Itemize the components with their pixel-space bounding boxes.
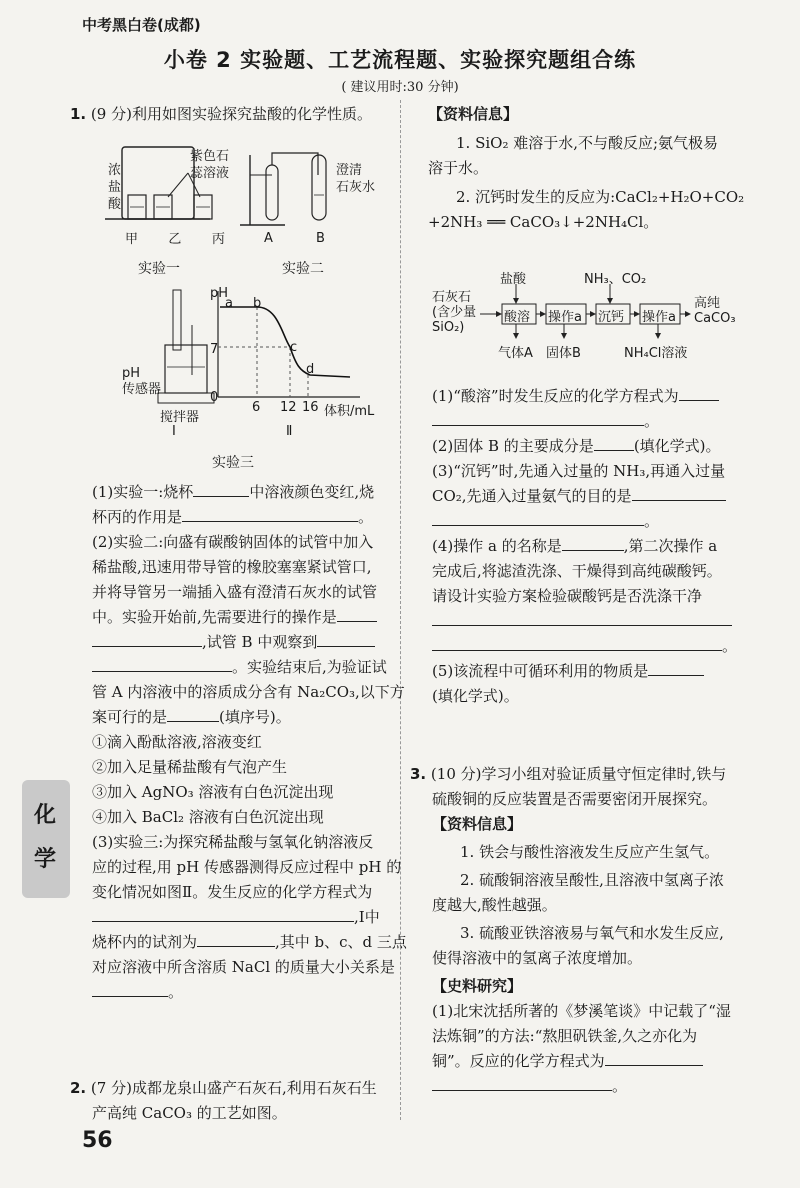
q2-q3-line-1: (3)“沉钙”时,先通入过量的 NH₃,再通入过量 xyxy=(432,462,726,480)
flow-bottom-gas-a: 气体A xyxy=(498,346,533,361)
point-b: b xyxy=(253,296,262,311)
q2-intro-1 xyxy=(70,1076,377,1101)
xtick-16: 16 xyxy=(302,400,319,415)
info1-line-2: 溶于水。 xyxy=(428,159,489,177)
label-sensor: 传感器 xyxy=(122,382,162,397)
caption-exp1: 实验一 xyxy=(138,261,180,277)
exp1-acid-label xyxy=(108,162,121,213)
q2-q5-line-2: (填化学式)。 xyxy=(432,687,519,705)
caption-exp3: 实验三 xyxy=(212,455,254,471)
q1-line-17: 变化情况如图Ⅱ。发生反应的化学方程式为 xyxy=(92,883,373,901)
q1-line-4: 稀盐酸,迅速用带导管的橡胶塞塞紧试管口, xyxy=(92,558,372,576)
ytick-7: 7 xyxy=(210,342,219,357)
exp2-limewater-label xyxy=(336,162,375,196)
point-c: c xyxy=(290,340,298,355)
label-tube-b: B xyxy=(316,231,325,246)
q3-history-title: 【史料研究】 xyxy=(432,977,523,995)
label-ph: pH xyxy=(122,366,141,381)
q3-history-2: 法炼铜”的方法:“熬胆矾铁釜,久之亦化为 xyxy=(432,1027,698,1045)
label-roman-2: Ⅱ xyxy=(286,424,293,439)
q1-line-15: (3)实验三:为探究稀盐酸与氢氧化钠溶液反 xyxy=(92,833,374,851)
q1-line-9: 管 A 内溶液中的溶质成分含有 Na₂CO₃,以下方 xyxy=(92,683,405,701)
q1-option-1: ①滴入酚酞溶液,溶液变红 xyxy=(92,733,262,751)
xtick-6: 6 xyxy=(252,400,261,415)
flow-box-1-label: 酸溶 xyxy=(504,310,531,325)
right-col-top xyxy=(428,102,743,235)
q2-intro-text-1: (7 分)成都龙泉山盛产石灰石,利用石灰石生 xyxy=(90,1079,377,1097)
ytick-0: 0 xyxy=(210,390,219,405)
label-roman-1: Ⅰ xyxy=(172,424,176,439)
beaker-3 xyxy=(165,345,207,393)
point-d: d xyxy=(306,362,315,377)
q2-questions xyxy=(432,384,747,709)
flow-start-label xyxy=(432,290,476,335)
flow-end-label xyxy=(694,296,736,326)
ph-sensor-label xyxy=(122,366,161,398)
info1-line-1: 1. SiO₂ 难溶于水,不与酸反应;氨气极易 xyxy=(456,134,719,152)
q2-q4-line-5: 。 xyxy=(432,634,747,659)
book-header: 中考黑白卷(成都) xyxy=(82,16,201,34)
q2-q2-line: (2)固体 B 的主要成分是 (填化学式)。 xyxy=(432,437,721,455)
exp1-beaker-labels xyxy=(125,228,225,247)
q2-q4-line-4 xyxy=(432,609,747,634)
q3-body xyxy=(432,787,747,1099)
label-litmus-2: 蕊溶液 xyxy=(190,166,230,181)
q3-info-3a: 3. 硫酸亚铁溶液易与氧气和水发生反应, xyxy=(460,924,724,942)
q3-info-2a: 2. 硫酸铜溶液呈酸性,且溶液中氢离子浓 xyxy=(460,871,724,889)
q1-number: 1. xyxy=(70,105,87,123)
q2-number: 2. xyxy=(70,1079,87,1097)
graph-ylabel: pH xyxy=(210,286,229,301)
label-yan: 盐 xyxy=(108,180,122,195)
q1-line-1: (1)实验一:烧杯 中溶液颜色变红,烧 xyxy=(92,483,375,501)
ph-curve xyxy=(220,307,350,377)
q3-history-3: 铜”。反应的化学方程式为 xyxy=(432,1049,747,1074)
point-a: a xyxy=(225,296,233,311)
side-char-1: 化 xyxy=(34,803,57,828)
q2-intro-2: 产高纯 CaCO₃ 的工艺如图。 xyxy=(92,1104,287,1122)
test-tube-a xyxy=(266,165,278,220)
xtick-12: 12 xyxy=(280,400,297,415)
q1-intro-text: (9 分)利用如图实验探究盐酸的化学性质。 xyxy=(90,105,372,123)
q2-q4-line-2: 完成后,将滤渣洗涤、干燥得到高纯碳酸钙。 xyxy=(432,562,722,580)
label-yi: 乙 xyxy=(168,232,182,247)
q3-number: 3. xyxy=(410,765,427,783)
flow-start-3: SiO₂) xyxy=(432,320,465,335)
flow-box-4-label: 操作a xyxy=(642,310,676,325)
flow-bottom-solid-b: 固体B xyxy=(546,346,581,361)
q2-q3-line-2: CO₂,先通入过量氨气的目的是 xyxy=(432,484,747,509)
q1-option-2: ②加入足量稀盐酸有气泡产生 xyxy=(92,758,288,776)
side-char-2: 学 xyxy=(34,847,57,872)
info2-line-1: 2. 沉钙时发生的反应为:CaCl₂+H₂O+CO₂ xyxy=(456,188,745,206)
q3-intro-1 xyxy=(410,762,726,787)
q1-line-6: 中。实验开始前,先需要进行的操作是 xyxy=(92,605,397,630)
q3-info-2b: 度越大,酸性越强。 xyxy=(432,896,557,914)
info2-line-2: +2NH₃ ══ CaCO₃↓+2NH₄Cl。 xyxy=(428,213,659,231)
flow-start-2: (含少量 xyxy=(432,305,477,320)
label-jia: 甲 xyxy=(125,232,139,247)
q3-info-1: 1. 铁会与酸性溶液发生反应产生氢气。 xyxy=(460,843,720,861)
q2-q1-line-1: (1)“酸溶”时发生反应的化学方程式为 xyxy=(432,384,747,409)
graph-xlabel: 体积/mL xyxy=(324,404,375,419)
flow-end-1: 高纯 xyxy=(694,296,721,311)
q1-line-7: ,试管 B 中观察到 xyxy=(92,630,397,655)
q1-body xyxy=(92,480,407,1005)
flow-top-hcl: 盐酸 xyxy=(500,272,527,287)
flow-box-2-label: 操作a xyxy=(548,310,582,325)
q1-intro xyxy=(70,102,372,127)
q1-line-5: 并将导管另一端插入盛有澄清石灰水的试管 xyxy=(92,583,378,601)
q2-q4-line-1: (4)操作 a 的名称是 ,第二次操作 a xyxy=(432,537,718,555)
q2-q1-line-2: 。 xyxy=(432,409,747,434)
q1-line-2: 杯丙的作用是 。 xyxy=(92,508,374,526)
burette xyxy=(173,290,181,350)
label-suan: 酸 xyxy=(108,197,122,212)
column-divider xyxy=(400,100,401,1120)
stirrer-base xyxy=(158,393,214,403)
delivery-tube xyxy=(272,153,318,175)
q3-info-title: 【资料信息】 xyxy=(432,815,523,833)
exp1-litmus-label xyxy=(190,148,229,182)
q3-history-4: 。 xyxy=(432,1074,747,1099)
label-chengqing: 澄清 xyxy=(336,163,363,178)
q3-info-3b: 使得溶液中的氢离子浓度增加。 xyxy=(432,949,643,967)
q2-q5-line-1: (5)该流程中可循环利用的物质是 xyxy=(432,659,747,684)
q1-line-8: 。实验结束后,为验证试 xyxy=(92,655,397,680)
q1-option-3: ③加入 AgNO₃ 溶液有白色沉淀出现 xyxy=(92,783,334,801)
q2-q4-line-3: 请设计实验方案检验碳酸钙是否洗涤干净 xyxy=(432,587,703,605)
flow-end-2: CaCO₃ xyxy=(694,311,736,326)
q1-line-10: 案可行的是 (填序号)。 xyxy=(92,708,291,726)
test-tube-b xyxy=(312,155,326,220)
flow-bottom-nh4cl: NH₄Cl溶液 xyxy=(624,346,688,361)
bell-jar-shape xyxy=(122,147,194,219)
label-nong: 浓 xyxy=(108,163,122,178)
q3-intro-2: 硫酸铜的反应装置是否需要密闭开展探究。 xyxy=(432,790,718,808)
label-stirrer: 搅拌器 xyxy=(160,410,200,425)
label-litmus-1: 紫色石 xyxy=(190,149,230,164)
page-number: 56 xyxy=(82,1128,113,1153)
flow-top-nh3-co2: NH₃、CO₂ xyxy=(584,272,647,287)
q1-line-21: 。 xyxy=(92,980,397,1005)
q1-option-4: ④加入 BaCl₂ 溶液有白色沉淀出现 xyxy=(92,808,324,826)
page-subtitle: ( 建议用时:30 分钟) xyxy=(341,80,459,95)
page-title: 小卷 2 实验题、工艺流程题、实验探究题组合练 xyxy=(163,48,637,72)
caption-exp2: 实验二 xyxy=(282,261,324,277)
q1-line-19: 烧杯内的试剂为 ,其中 b、c、d 三点 xyxy=(92,933,407,951)
label-shihuishui: 石灰水 xyxy=(336,180,376,195)
flow-start-1: 石灰石 xyxy=(432,290,472,305)
label-tube-a: A xyxy=(264,231,273,246)
q3-history-1: (1)北宋沈括所著的《梦溪笔谈》中记载了“湿 xyxy=(432,1002,731,1020)
q2-q3-line-3: 。 xyxy=(432,509,747,534)
q1-line-3: (2)实验二:向盛有碳酸钠固体的试管中加入 xyxy=(92,533,374,551)
q1-line-18: ,Ⅰ中 xyxy=(92,905,397,930)
q1-line-16: 应的过程,用 pH 传感器测得反应过程中 pH 的 xyxy=(92,858,402,876)
label-bing: 丙 xyxy=(211,232,225,247)
q3-intro-text-1: (10 分)学习小组对验证质量守恒定律时,铁与 xyxy=(430,765,727,783)
info-title: 【资料信息】 xyxy=(428,105,519,123)
q1-line-20: 对应溶液中所含溶质 NaCl 的质量大小关系是 xyxy=(92,958,395,976)
flow-box-3-label: 沉钙 xyxy=(598,310,625,325)
